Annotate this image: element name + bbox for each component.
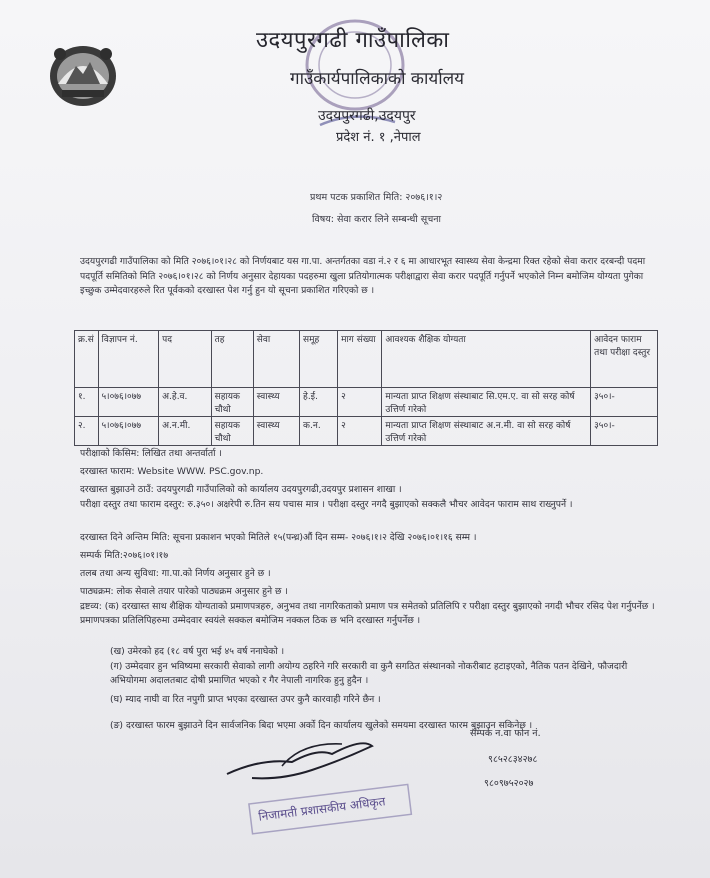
table-cell: २. — [75, 417, 99, 446]
fee-line: परीक्षा दस्तुर तथा फाराम दस्तुर: रु.३५०। अक्षरेपी रु.तिन सय पचास मात्र । परीक्षा दस्तुर नगदै बुझाएको सक्कलै भौचर आवेदन फाराम साथ राख्नुपर्ने । — [80, 499, 573, 510]
table-header: तह — [211, 331, 253, 388]
submit-place-line: दरखास्त बुझाउने ठाउँ: उदयपुरगढी गाउँपालिको को कार्यालय उदयपुरगढी,उदयपुर प्रशासन शाखा । — [80, 484, 402, 495]
stamp-text: निजामती प्रशासकीय अधिकृत — [257, 794, 387, 824]
subject-line: विषय: सेवा करार लिने सम्बन्धी सूचना — [312, 214, 441, 225]
first-published-line: प्रथम पटक प्रकाशित मिति: २०७६।१।२ — [310, 192, 443, 203]
note-ng: (ङ) दरखास्त फारम बुझाउने दिन सार्वजनिक बिदा भएमा अर्को दिन कार्यालय खुलेको समयमा दरखास्त फारम बुझाउन सकिनेछ । — [110, 720, 533, 731]
table-cell: १. — [75, 388, 99, 417]
table-cell: २ — [338, 388, 382, 417]
deadline-line: दरखास्त दिने अन्तिम मिति: सूचना प्रकाशन भएको मितिले १५(पन्ध्र)औं दिन सम्म- २०७६।१।२ देखि २०७६।०१।१६ सम्म । — [80, 532, 477, 543]
note-gh: (घ) म्याद नाघी वा रित नपुगी प्राप्त भएका दरखास्त उपर कुनै कारवाही गरिने छैन । — [110, 694, 381, 705]
contact-phone-1: ९८५२८३४२७८ — [488, 754, 538, 765]
contact-date-line: सम्पर्क मिति:२०७६।०१।१७ — [80, 550, 169, 561]
table-cell: ५।०७६।०७७ — [98, 388, 159, 417]
table-cell: स्वास्थ्य — [253, 417, 299, 446]
table-cell: मान्यता प्राप्त शिक्षण संस्थाबाट सि.एम.ए. वा सो सरह कोर्ष उत्तिर्ण गरेको — [382, 388, 591, 417]
note-k: द्रष्टव्य: (क) दरखास्त साथ शैक्षिक योग्यताको प्रमाणपत्रहरु, अनुभव तथा नागरिकताको प्रमाण पत्र समेतको प्रतिलिपि र परीक्षा दस्तुर बुझाएको नगदी भौचर रसिद पेश गर्नुपर्नेछ । प्रमाणपत्रका प्रतिलिपिहरुमा उम्मेदवार स्वयंले सक्कल बमोजिम नक्कल ठिक छ भनि दरखास्त गर्नुपर्नेछ । — [80, 601, 655, 626]
table-cell: सहायक चौथो — [211, 388, 253, 417]
municipality-title: उदयपुरगढी गाउँपालिका — [256, 28, 450, 53]
location-line: उदयपुरगढी,उदयपुर — [318, 108, 416, 124]
signature-icon — [222, 728, 382, 786]
form-line: दरखास्त फाराम: Website WWW. PSC.gov.np. — [80, 466, 264, 477]
table-cell: अ.हे.व. — [159, 388, 211, 417]
salary-line: तलब तथा अन्य सुविधा: गा.पा.को निर्णय अनुसार हुने छ । — [80, 568, 271, 579]
officer-stamp — [246, 780, 416, 836]
syllabus-line: पाठ्यक्रम: लोक सेवाले तयार पारेको पाठ्यक्रम अनुसार हुने छ । — [80, 586, 288, 597]
table-cell: अ.न.मी. — [159, 417, 211, 446]
table-cell: ५।०७६।०७७ — [98, 417, 159, 446]
vacancy-table — [74, 330, 658, 446]
intro-paragraph: उदयपुरगढी गाउँपालिका को मिति २०७६।०१।२८ को निर्णयबाट यस गा.पा. अन्तर्गतका वडा नं.२ र ६ मा आधारभूत स्वास्थ्य सेवा केन्द्रमा रिक्त रहेको सेवा करार दरबन्दी पदमा पदपूर्ति समितिको मिति २०७६।०१।२८ को निर्णय अनुसार देहायका पदहरुमा खुला प्रतियोगात्मक परीक्षाद्वारा सेवा करार पदपूर्ति गर्नुपर्ने भएकोले निम्न बमोजिम योग्यता पुगेका इच्छुक उम्मेदवारहरुले रित पूर्वकको दरखास्त पेश गर्नु हुन यो सूचना प्रकाशित गरिएको छ । — [80, 256, 646, 296]
nepal-emblem-icon — [44, 38, 122, 110]
exam-type-line: परीक्षाको किसिम: लिखित तथा अन्तर्वार्ता । — [80, 448, 222, 459]
table-header: माग संख्या — [338, 331, 382, 388]
table-cell: मान्यता प्राप्त शिक्षण संस्थाबाट अ.न.मी. वा सो सरह कोर्ष उत्तिर्ण गरेको — [382, 417, 591, 446]
table-cell: २ — [338, 417, 382, 446]
table-cell: हे.ई. — [300, 388, 338, 417]
table-header: समूह — [300, 331, 338, 388]
contact-label: सम्पर्क न.वा फोन नं. — [470, 728, 541, 739]
table-header: आवेदन फाराम तथा परीक्षा दस्तुर — [591, 331, 658, 388]
table-cell: ३५०।- — [591, 388, 658, 417]
table-header: आवश्यक शैक्षिक योग्यता — [382, 331, 591, 388]
contact-phone-2: ९८०९७५२०२७ — [484, 778, 534, 789]
table-cell: सहायक चौथो — [211, 417, 253, 446]
table-header: विज्ञापन नं. — [98, 331, 159, 388]
table-header: पद — [159, 331, 211, 388]
table-header-row — [75, 331, 658, 388]
table-row — [75, 388, 658, 417]
table-header: सेवा — [253, 331, 299, 388]
table-cell: ३५०।- — [591, 417, 658, 446]
note-kh: (ख) उमेरको हद (१८ वर्ष पुरा भई ४५ वर्ष ननाघेको । — [110, 646, 285, 657]
table-row — [75, 417, 658, 446]
office-title: गाउँकार्यपालिकाको कार्यालय — [290, 69, 465, 89]
note-g: (ग) उम्मेदवार हुन भविष्यमा सरकारी सेवाको लागी अयोग्य ठहरिने गरि सरकारी वा कुनै सगठित संस्थानको नोकरीबाट हटाइएको, नैतिक पतन देखिने, फौजदारी अभियोगमा अदालतबाट दोषी प्रमाणित भएको र गैर नेपाली नागरिक हुनु हुदैन । — [110, 661, 628, 686]
province-line: प्रदेश नं. १ ,नेपाल — [336, 130, 421, 145]
table-header: क्र.सं — [75, 331, 99, 388]
table-cell: क.न. — [300, 417, 338, 446]
table-cell: स्वास्थ्य — [253, 388, 299, 417]
